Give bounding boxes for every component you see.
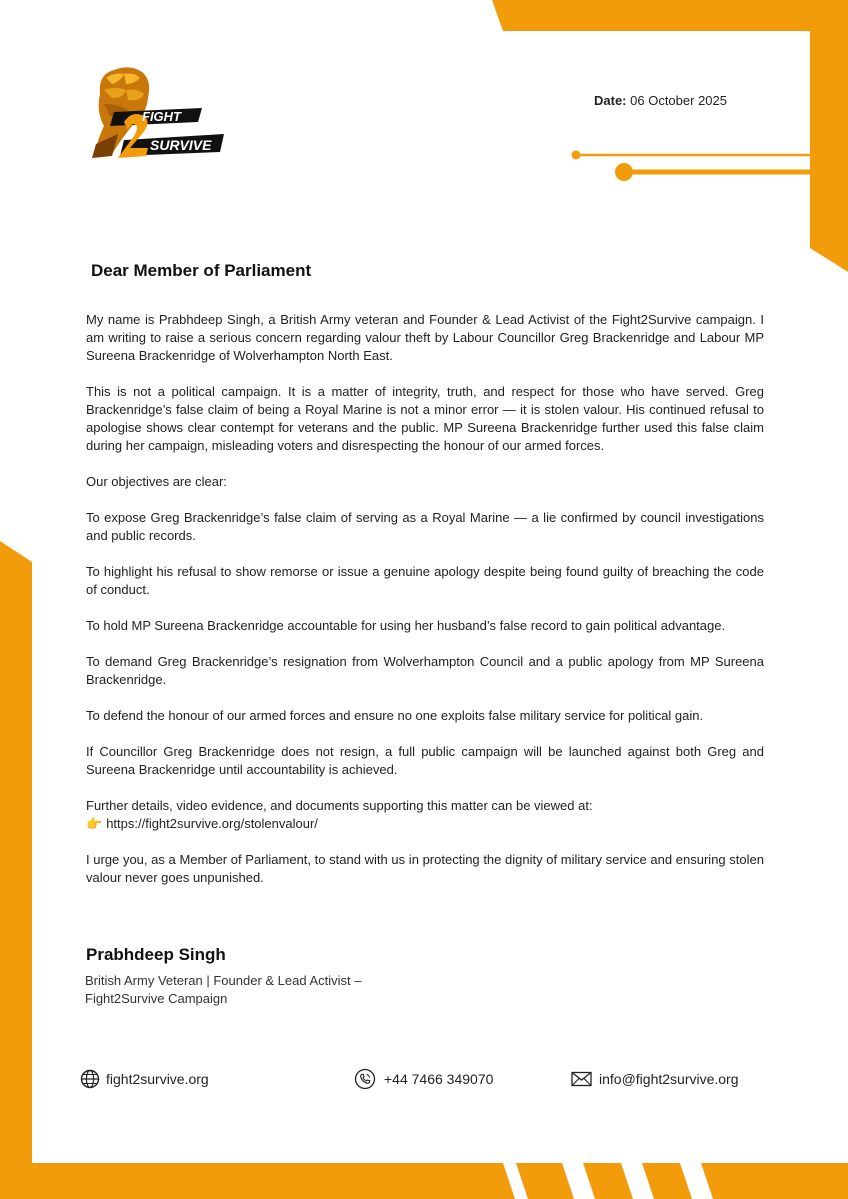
signature-title: British Army Veteran | Founder & Lead Activist – Fight2Survive Campaign	[85, 973, 362, 1006]
paragraph-objectives-heading: Our objectives are clear:	[86, 474, 227, 489]
top-accent-band	[492, 0, 848, 272]
website-text: fight2survive.org	[106, 1071, 209, 1087]
evidence-link[interactable]: https://fight2survive.org/stolenvalour/	[106, 816, 318, 831]
email-text: info@fight2survive.org	[599, 1071, 739, 1087]
globe-icon	[80, 1069, 100, 1089]
paragraph-intro: My name is Prabhdeep Singh, a British Army veteran and Founder & Lead Activist of the Fight2Survive campaign. I am writing to raise a serious concern regarding valour theft by Labour Councillor Greg Brackenridge and Labour MP Sureena Brackenridge of Wolverhampton North East.	[86, 312, 764, 363]
objective-item: To hold MP Sureena Brackenridge accountable for using her husband’s false record to gain political advantage.	[86, 618, 726, 633]
header-rule-dot-large	[615, 163, 633, 181]
signature-name: Prabhdeep Singh	[86, 945, 226, 964]
phone-text: +44 7466 349070	[384, 1071, 494, 1087]
paragraph-further-details	[86, 797, 764, 833]
logo-word-fight: FIGHT	[142, 109, 181, 124]
paragraph-warning: If Councillor Greg Brackenridge does not resign, a full public campaign will be launched against both Greg and Sureena Brackenridge until accountability is achieved.	[86, 744, 764, 777]
letter-body	[86, 311, 764, 887]
contact-email[interactable]	[571, 1068, 739, 1090]
letter-date	[594, 93, 727, 108]
header-rule-dot-small	[572, 151, 581, 160]
left-accent-band	[0, 541, 32, 1199]
date-label: Date:	[594, 93, 627, 108]
paragraph-context: This is not a political campaign. It is a matter of integrity, truth, and respect for those who have served. Greg Brackenridge’s false claim of being a Royal Marine is not a minor error — it is stolen valour. His continued refusal to apologise shows clear contempt for veterans and the public. MP Sureena Brackenridge further used this false claim during her campaign, misleading voters and disrespecting the honour of our armed forces.	[86, 384, 764, 453]
contact-phone[interactable]	[354, 1068, 493, 1090]
objective-item: To expose Greg Brackenridge’s false claim of serving as a Royal Marine — a lie confirmed by council investigations and public records.	[86, 510, 764, 543]
further-details-text: Further details, video evidence, and documents supporting this matter can be viewed at:	[86, 798, 593, 813]
bottom-accent-band	[0, 1163, 848, 1199]
envelope-icon	[571, 1071, 593, 1087]
objective-item: To demand Greg Brackenridge’s resignation from Wolverhampton Council and a public apology from MP Sureena Brackenridge.	[86, 654, 764, 687]
pointing-hand-icon: 👉	[86, 816, 103, 831]
evidence-link-line	[86, 815, 764, 833]
paragraph-closing: I urge you, as a Member of Parliament, to stand with us in protecting the dignity of military service and ensuring stolen valour never goes unpunished.	[86, 852, 764, 885]
logo-numeral: 2	[129, 156, 130, 157]
fight2survive-logo	[84, 64, 234, 174]
objective-item: To highlight his refusal to show remorse or issue a genuine apology despite being found guilty of breaching the code of conduct.	[86, 564, 764, 597]
logo-word-survive: SURVIVE	[150, 137, 212, 153]
contact-website[interactable]	[80, 1068, 209, 1090]
salutation: Dear Member of Parliament	[91, 261, 312, 280]
objective-item: To defend the honour of our armed forces and ensure no one exploits false military service for political gain.	[86, 708, 704, 723]
date-value: 06 October 2025	[630, 93, 727, 108]
phone-icon	[354, 1068, 376, 1090]
